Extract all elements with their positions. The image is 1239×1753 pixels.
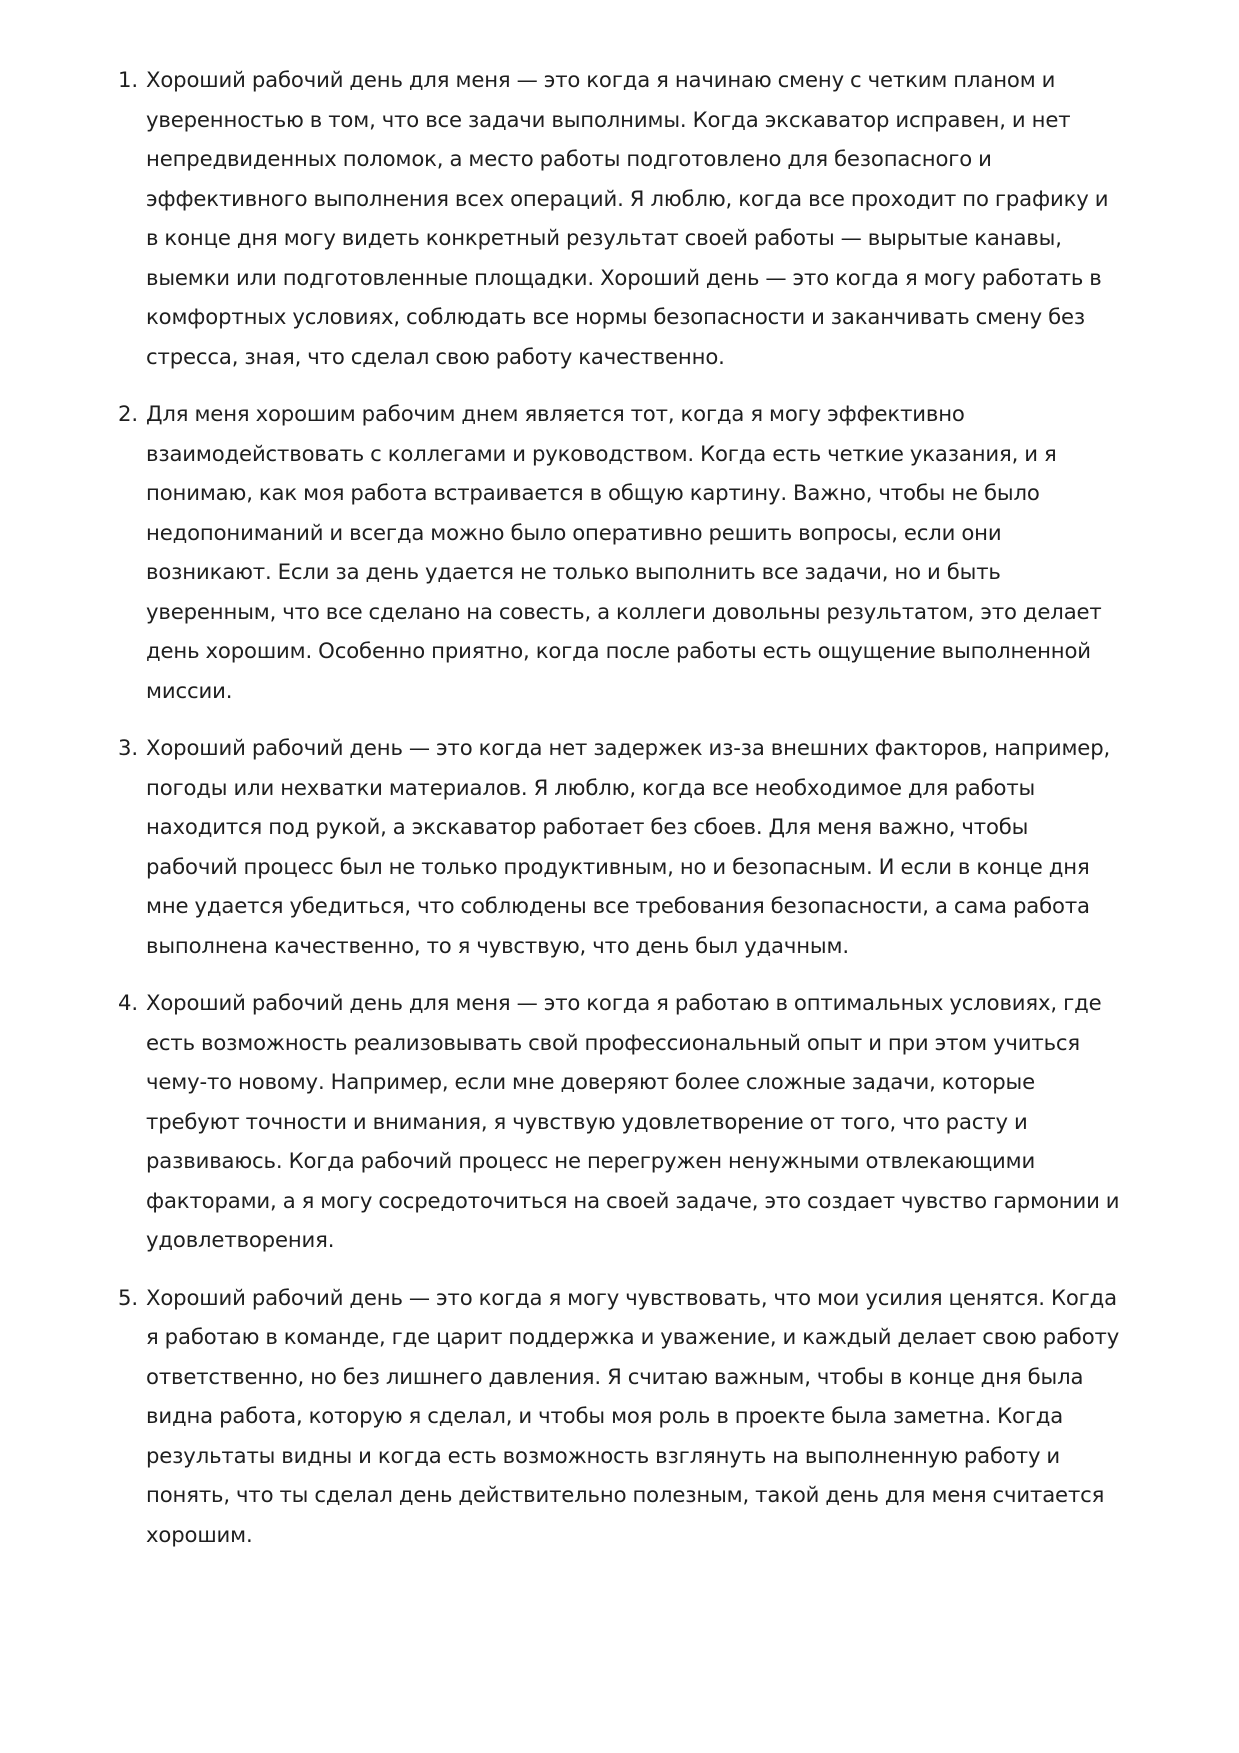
text-line: эффективного выполнения всех операций. Я люблю, когда все проходит по графику и <box>146 185 1109 211</box>
text-line: понять, что ты сделал день действительно полезным, такой день для меня считается <box>146 1482 1105 1507</box>
text-line: мне удается убедиться, что соблюдены все требования безопасности, а сама работа <box>146 893 1090 918</box>
text-line: в конце дня могу видеть конкретный результат своей работы — вырытые канавы, <box>146 225 1062 250</box>
item-number: 4. <box>118 990 138 1015</box>
text-line: я работаю в команде, где царит поддержка и уважение, и каждый делает свою работу <box>146 1324 1120 1349</box>
text-line: стресса, зная, что сделал свою работу качественно. <box>146 343 725 369</box>
text-line: Для меня хорошим рабочим днем является тот, когда я могу эффективно <box>146 401 965 426</box>
text-line: комфортных условиях, соблюдать все нормы безопасности и заканчивать смену без <box>146 304 1085 329</box>
text-line: уверенным, что все сделано на совесть, а коллеги довольны результатом, это делает <box>146 598 1102 624</box>
text-line: непредвиденных поломок, а место работы подготовлено для безопасного и <box>146 146 992 171</box>
text-line: находится под рукой, а экскаватор работает без сбоев. Для меня важно, чтобы <box>146 814 1029 839</box>
text-line: ответственно, но без лишнего давления. Я считаю важным, чтобы в конце дня была <box>146 1363 1084 1389</box>
text-line: недопониманий и всегда можно было оперативно решить вопросы, если они <box>146 519 1002 545</box>
item-number: 1. <box>118 67 138 92</box>
text-line: выемки или подготовленные площадки. Хороший день — это когда я могу работать в <box>146 264 1102 290</box>
text-line: Хороший рабочий день — это когда я могу чувствовать, что мои усилия ценятся. Когда <box>146 1284 1117 1310</box>
text-line: понимаю, как моя работа встраивается в общую картину. Важно, чтобы не было <box>146 480 1040 505</box>
text-line: рабочий процесс был не только продуктивным, но и безопасным. И если в конце дня <box>146 853 1090 879</box>
text-line: Хороший рабочий день для меня — это когда я начинаю смену с четким планом и <box>146 67 1056 92</box>
text-line: требуют точности и внимания, я чувствую удовлетворение от того, что расту и <box>146 1108 1028 1134</box>
list-item-2 <box>118 394 1158 710</box>
text-line: миссии. <box>146 677 233 703</box>
text-line: хорошим. <box>146 1521 253 1547</box>
text-line: возникают. Если за день удается не только выполнить все задачи, но и быть <box>146 559 1001 584</box>
list-item-5 <box>118 1278 1158 1555</box>
text-line: выполнена качественно, то я чувствую, что день был удачным. <box>146 932 849 958</box>
text-line: результаты видны и когда есть возможность взглянуть на выполненную работу и <box>146 1442 1061 1468</box>
text-line: чему-то новому. Например, если мне доверяют более сложные задачи, которые <box>146 1069 1035 1094</box>
text-line: факторами, а я могу сосредоточиться на своей задаче, это создает чувство гармонии и <box>146 1187 1120 1213</box>
text-line: развиваюсь. Когда рабочий процесс не перегружен ненужными отвлекающими <box>146 1148 1036 1173</box>
item-number: 3. <box>118 735 138 760</box>
list-item-1 <box>118 60 1158 376</box>
item-number: 5. <box>118 1284 138 1310</box>
numbered-answer-list <box>118 60 1158 1554</box>
text-line: удовлетворения. <box>146 1227 335 1252</box>
list-item-4 <box>118 983 1158 1260</box>
document-page <box>118 60 1158 1572</box>
item-number: 2. <box>118 401 138 426</box>
text-line: есть возможность реализовывать свой профессиональный опыт и при этом учиться <box>146 1029 1081 1055</box>
text-line: погоды или нехватки материалов. Я люблю, когда все необходимое для работы <box>146 774 1036 800</box>
list-item-3 <box>118 728 1158 965</box>
text-line: день хорошим. Особенно приятно, когда после работы есть ощущение выполненной <box>146 638 1091 663</box>
text-line: Хороший рабочий день — это когда нет задержек из-за внешних факторов, например, <box>146 735 1111 760</box>
text-line: видна работа, которую я сделал, и чтобы моя роль в проекте была заметна. Когда <box>146 1403 1064 1428</box>
text-line: Хороший рабочий день для меня — это когда я работаю в оптимальных условиях, где <box>146 990 1102 1015</box>
text-line: уверенностью в том, что все задачи выполнимы. Когда экскаватор исправен, и нет <box>146 106 1071 132</box>
text-line: взаимодействовать с коллегами и руководством. Когда есть четкие указания, и я <box>146 440 1057 466</box>
